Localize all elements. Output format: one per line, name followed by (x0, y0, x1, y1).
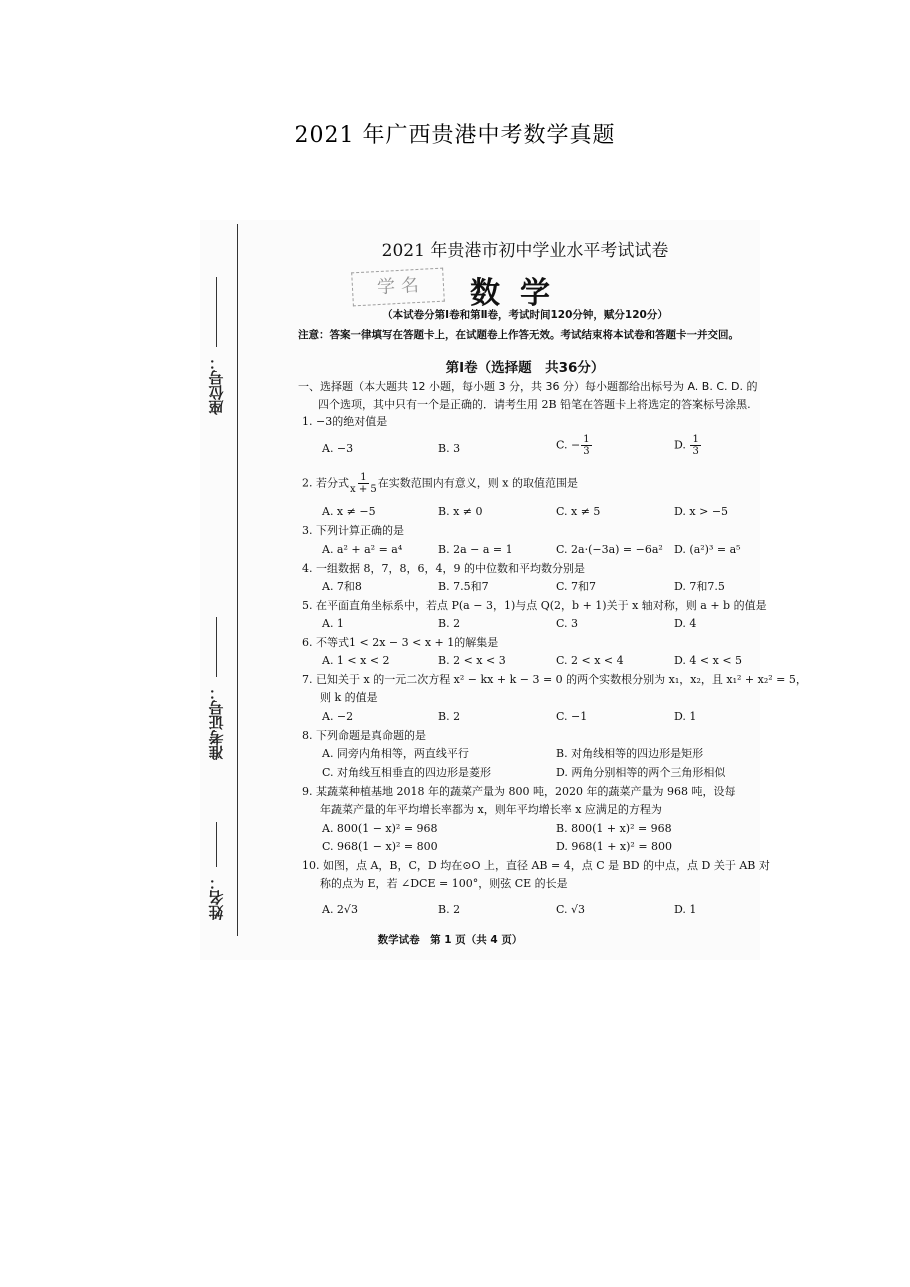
question-6-stem: 6. 不等式1 < 2x − 3 < x + 1的解集是 (302, 636, 499, 649)
question-7-stem: 7. 已知关于 x 的一元二次方程 x² − kx + k − 3 = 0 的两个实数根分别为 x₁，x₂，且 x₁² + x₂² = 5， (302, 673, 807, 686)
question-4-option-b: B. 7.5和7 (438, 580, 489, 593)
section-title: 第Ⅰ卷（选择题 共36分） (445, 360, 605, 376)
name-field (200, 820, 232, 920)
question-10-option-b: B. 2 (438, 903, 461, 916)
exam-heading: 2021 年贵港市初中学业水平考试试卷 (381, 241, 669, 261)
exam-number-label: 准考证号： (207, 685, 226, 760)
question-2-option-b: B. x ≠ 0 (438, 505, 483, 518)
q2-fraction (350, 472, 377, 495)
q1-c-fraction (581, 434, 591, 457)
question-7-option-c: C. −1 (556, 710, 588, 723)
seat-number-field (200, 255, 232, 415)
q1-c-num: 1 (583, 434, 590, 445)
question-2-option-d: D. x > −5 (674, 505, 729, 518)
subject-title: 数学 (470, 276, 570, 311)
question-9-stem: 9. 某蔬菜种植基地 2018 年的蔬菜产量为 800 吨，2020 年的蔬菜产量为 968 吨，设每 (302, 785, 736, 798)
question-7-option-d: D. 1 (674, 710, 697, 723)
question-4-option-a: A. 7和8 (322, 580, 362, 593)
question-6-option-a: A. 1 < x < 2 (322, 654, 390, 667)
question-1-option-a: A. −3 (322, 442, 354, 455)
question-7-option-a: A. −2 (322, 710, 354, 723)
question-7-option-b: B. 2 (438, 710, 461, 723)
q1-c-prefix: C. − (556, 438, 581, 452)
q2-frac-num: 1 (360, 472, 367, 483)
exam-subtitle: （本试卷分第Ⅰ卷和第Ⅱ卷，考试时间120分钟，赋分120分） (382, 309, 668, 321)
question-9-stem-line-2: 年蔬菜产量的年平均增长率都为 x，则年平均增长率 x 应满足的方程为 (320, 803, 662, 816)
question-4-stem: 4. 一组数据 8，7，8，6，4，9 的中位数和平均数分别是 (302, 562, 585, 575)
seat-number-line (215, 277, 217, 347)
question-5-option-c: C. 3 (556, 617, 579, 630)
exam-number-field (200, 600, 232, 760)
name-line (215, 822, 217, 867)
question-3-option-c: C. 2a·(−3a) = −6a² (556, 543, 663, 556)
question-4-option-c: C. 7和7 (556, 580, 597, 593)
question-8-option-c: C. 对角线互相垂直的四边形是菱形 (322, 766, 492, 779)
question-8-stem: 8. 下列命题是真命题的是 (302, 729, 426, 742)
question-6-option-b: B. 2 < x < 3 (438, 654, 506, 667)
question-1-stem: 1. −3的绝对值是 (302, 415, 388, 428)
q1-d-prefix: D. (674, 438, 686, 452)
q1-d-fraction (690, 434, 700, 457)
question-10-option-d: D. 1 (674, 903, 697, 916)
question-5-option-b: B. 2 (438, 617, 461, 630)
question-8-option-a: A. 同旁内角相等，两直线平行 (322, 747, 469, 760)
question-1-option-d (674, 434, 702, 457)
question-7-stem-line-2: 则 k 的值是 (320, 691, 378, 704)
question-3-option-b: B. 2a − a = 1 (438, 543, 513, 556)
question-8-option-d: D. 两角分别相等的两个三角形相似 (556, 766, 726, 779)
exam-notice: 注意：答案一律填写在答题卡上，在试题卷上作答无效。考试结束将本试卷和答题卡一并交回。 (298, 329, 739, 341)
exam-number-line (215, 617, 217, 677)
binding-line (237, 224, 238, 936)
question-9-option-c: C. 968(1 − x)² = 800 (322, 840, 438, 853)
section-intro-line-1: 一、选择题（本大题共 12 小题，每小题 3 分，共 36 分）每小题都给出标号为 A. B. C. D. 的 (298, 380, 758, 393)
question-3-option-a: A. a² + a² = a⁴ (322, 543, 403, 556)
question-3-option-d: D. (a²)³ = a⁵ (674, 543, 741, 556)
question-8-option-b: B. 对角线相等的四边形是矩形 (556, 747, 704, 760)
question-6-option-d: D. 4 < x < 5 (674, 654, 743, 667)
question-6-option-c: C. 2 < x < 4 (556, 654, 624, 667)
question-9-option-b: B. 800(1 + x)² = 968 (556, 822, 672, 835)
q1-d-den: 3 (692, 446, 699, 457)
question-5-option-a: A. 1 (322, 617, 344, 630)
seat-number-label: 座位号： (207, 355, 226, 415)
question-10-stem: 10. 如图，点 A，B，C，D 均在⊙O 上，直径 AB = 4，点 C 是 BD 的中点，点 D 关于 AB 对 (302, 859, 770, 872)
question-5-stem: 5. 在平面直角坐标系中，若点 P(a − 3，1)与点 Q(2，b + 1)关于 x 轴对称，则 a + b 的值是 (302, 599, 767, 612)
q2-stem-post: 在实数范围内有意义，则 x 的取值范围是 (377, 476, 578, 490)
question-2-option-c: C. x ≠ 5 (556, 505, 601, 518)
question-3-stem: 3. 下列计算正确的是 (302, 524, 404, 537)
name-label: 姓名： (207, 875, 226, 920)
question-2-stem (302, 472, 578, 495)
question-9-option-a: A. 800(1 − x)² = 968 (322, 822, 438, 835)
q1-d-num: 1 (692, 434, 699, 445)
page-footer: 数学试卷 第 1 页（共 4 页） (377, 934, 523, 946)
q2-stem-pre: 2. 若分式 (302, 476, 349, 490)
q1-c-den: 3 (583, 446, 590, 457)
question-10-option-a: A. 2√3 (322, 903, 358, 916)
question-2-option-a: A. x ≠ −5 (322, 505, 376, 518)
question-5-option-d: D. 4 (674, 617, 697, 630)
stamp-mark: 学 名 (351, 268, 445, 307)
question-10-stem-line-2: 称的点为 E，若 ∠DCE = 100°，则弦 CE 的长是 (320, 877, 568, 890)
document-title: 2021 年广西贵港中考数学真题 (294, 123, 616, 148)
question-10-option-c: C. √3 (556, 903, 586, 916)
question-4-option-d: D. 7和7.5 (674, 580, 725, 593)
q2-frac-den: x + 5 (350, 484, 377, 495)
question-9-option-d: D. 968(1 + x)² = 800 (556, 840, 673, 853)
question-1-option-c (556, 434, 593, 457)
question-1-option-b: B. 3 (438, 442, 461, 455)
section-intro-line-2: 四个选项，其中只有一个是正确的．请考生用 2B 铅笔在答题卡上将选定的答案标号涂黑. (318, 398, 751, 411)
